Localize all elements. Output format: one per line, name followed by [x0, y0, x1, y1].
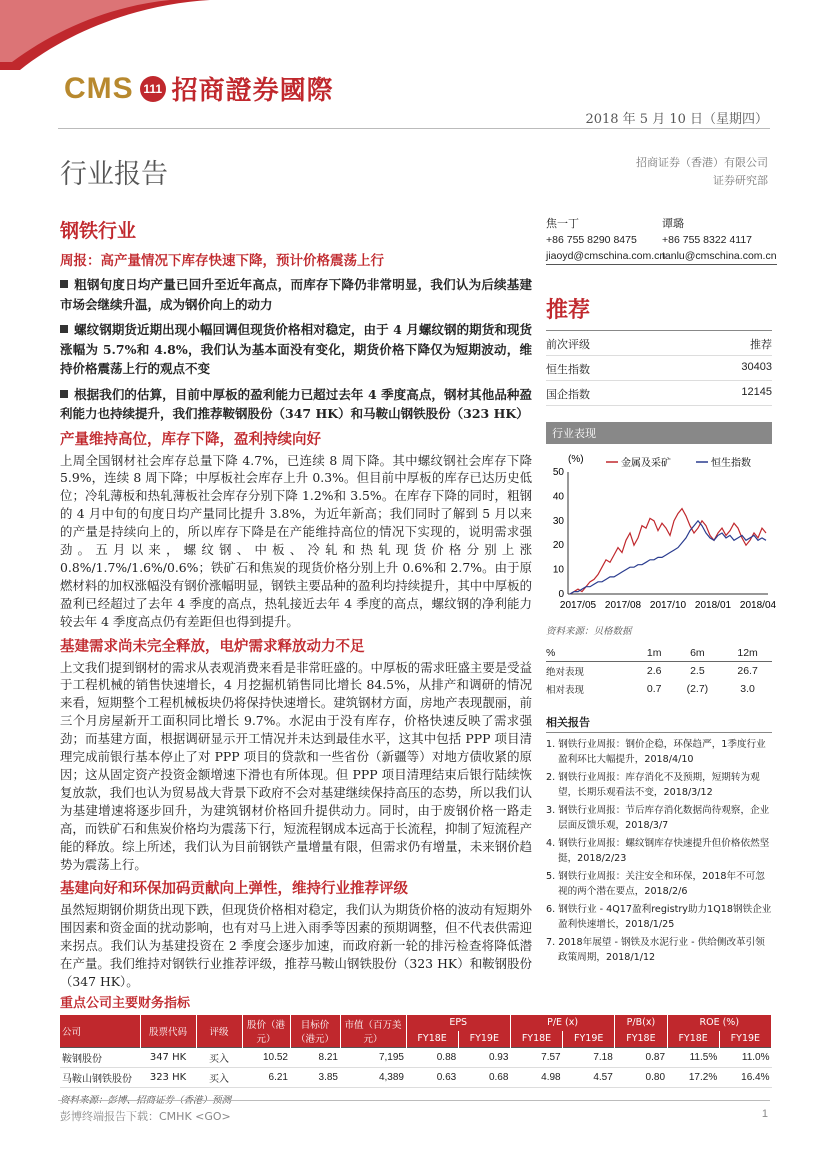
fin-subheader: FY18E: [406, 1031, 458, 1048]
fin-subheader: FY19E: [719, 1031, 771, 1048]
analyst-email-link[interactable]: tanlu@cmschina.com.cn: [662, 248, 777, 265]
corner-decoration: [0, 0, 210, 70]
perf-header: 1m: [637, 645, 672, 662]
analyst-block: [546, 216, 777, 265]
company-dept: 证券研究部: [713, 174, 768, 187]
x-tick-label: 2017/10: [649, 600, 687, 611]
perf-header: 6m: [672, 645, 724, 662]
y-tick-label: 10: [552, 564, 564, 576]
summary-bullet: 螺纹钢期货近期出现小幅回调但现货价格相对稳定，由于 4 月螺纹钢的期货和现货涨幅为 5.7%和 4.8%，我们认为基本面没有变化，期货价格下降仅为短期波动，维持价格震荡上行的观点不变: [60, 322, 532, 376]
analyst: [662, 216, 777, 265]
rating-label: 推荐: [546, 298, 591, 323]
rating-row: 国企指数 12145: [546, 381, 772, 406]
fin-subheader: FY18E: [667, 1031, 719, 1048]
section-heading: 基建向好和环保加码贡献向上弹性，维持行业推荐评级: [60, 880, 408, 898]
logo-badge: 111: [140, 76, 166, 102]
perf-header: 12m: [723, 645, 772, 662]
cms-logo: [64, 70, 334, 107]
rating-row: 恒生指数 30403: [546, 356, 772, 381]
fin-subheader: FY19E: [458, 1031, 510, 1048]
sidebar: [546, 216, 777, 968]
analyst-name: 焦一丁: [546, 217, 579, 230]
financials-table: [60, 1015, 772, 1088]
bullet-square-icon: [60, 325, 68, 333]
company-block: [636, 154, 768, 190]
report-date: 2018 年 5 月 10 日（星期四）: [585, 112, 768, 127]
report-type: 行业报告: [60, 159, 168, 190]
legend-label: 金属及采矿: [621, 458, 671, 469]
footer-divider: [58, 1100, 770, 1101]
related-report-item[interactable]: 5. 钢铁行业周报：关注安全和环保，2018年不可忽视的两个潜在要点，2018/2/6: [546, 871, 765, 897]
analyst-phone: +86 755 8290 8475: [546, 234, 637, 246]
related-report-item[interactable]: 2. 钢铁行业周报：库存消化不及预期，短期转为观望，长期乐观看法不变，2018/3/12: [546, 772, 760, 798]
fin-header: EPS: [406, 1015, 510, 1031]
analyst-email-link[interactable]: jiaoyd@cmschina.com.cn: [546, 248, 665, 265]
fin-subheader: FY18E: [510, 1031, 562, 1048]
y-axis-label: (%): [568, 454, 584, 465]
related-report-item[interactable]: 3. 钢铁行业周报：节后库存消化数据尚待观察，企业层面反馈乐观，2018/3/7: [546, 805, 770, 831]
industry-perf-title: 行业表现: [546, 422, 772, 444]
y-tick-label: 30: [552, 515, 564, 527]
perf-header: %: [546, 645, 637, 662]
y-tick-label: 50: [552, 467, 564, 478]
logo-cms-text: CMS: [64, 71, 134, 105]
table-row: 相对表现 0.7 (2.7) 3.0: [546, 683, 755, 696]
company-name: 招商证券（香港）有限公司: [636, 156, 768, 169]
analyst: [546, 216, 666, 265]
summary-bullet: 粗钢旬度日均产量已回升至近年高点，而库存下降仍非常明显，我们认为后续基建市场会继续升温，成为钢价向上的动力: [60, 277, 532, 312]
sector-title: 钢铁行业: [60, 220, 137, 242]
fin-header: ROE (%): [667, 1015, 771, 1031]
legend-label: 恒生指数: [711, 458, 751, 469]
analyst-name: 谭璐: [662, 217, 684, 230]
bullet-square-icon: [60, 390, 68, 398]
section-body: 虽然短期钢价期货出现下跌，但现货价格相对稳定，我们认为期货价格的波动有短期外围因素和资金面的扰动影响，也有对马上进入雨季等因素的预期调整，但不代表供需迎来拐点。我们认为基建投资在 2 季度会逐步加速，而政府新一轮的排污检查将降低潜在产量。我们维持对钢铁行业推荐评级，推荐马鞍山钢铁股份（323 HK）和鞍钢股份（347 HK）。: [60, 902, 532, 990]
table-row: 绝对表现 2.6 2.5 26.7: [546, 665, 758, 678]
performance-chart: [546, 448, 777, 616]
fin-header: 目标价（港元）: [290, 1015, 340, 1048]
financials-source: 资料来源：彭博、招商证券（香港）预测: [60, 1095, 232, 1106]
summary-bullet: 根据我们的估算，目前中厚板的盈利能力已超过去年 4 季度高点，钢材其他品种盈利能力也持续提升，我们推荐鞍钢股份（347 HK）和马鞍山钢铁股份（323 HK）: [60, 386, 532, 421]
fin-header: 评级: [196, 1015, 242, 1048]
fin-header: 公司: [60, 1015, 140, 1048]
section-heading: 产量维持高位，库存下降，盈利持续向好: [60, 430, 321, 448]
header-divider: [58, 128, 770, 129]
fin-header: P/B(x): [615, 1015, 667, 1031]
report-subtitle: 周报：高产量情况下库存快速下降，预计价格震荡上行: [60, 253, 384, 269]
analyst-phone: +86 755 8322 4117: [662, 234, 753, 246]
section-body: 上文我们提到钢材的需求从表观消费来看是非常旺盛的。中厚板的需求旺盛主要是受益于工程机械的销售快速增长，4 月挖掘机销售同比增长 84.5%，从排产和调研的情况来看，短期整个工程机械板块仍将保持快速增长。建筑钢材方面，房地产表现靓丽，前三个月房屋新开工面积同比增长 9.7%。水泥由于没有库存，价格快速反映了需求强劲；而基建方面，根据调研显示开工情况并未达到最佳水平，这其中包括 PPP 项目清理完成前银行基本停止了对 PPP 项目的贷款和一些省份（新疆等）对地方债收紧的原因；这从固定资产投资金额增速下滑也有所体现。但 PPP 项目清理结束后银行陆续恢复放款，我们也认为贸易战大背景下政府不会对基建继续保持高压的态势，所以我们认为基建增速将逐步回升，为建筑钢材价格回升提供动力。同时，由于废钢价格一路走高，而铁矿石和焦炭价格均为震荡下行，短流程钢成本远高于长流程，抑制了短流程产能的释放。综上所述，我们认为目前钢铁产量增量有限，但需求仍有增量，未来钢价趋势为震荡上行。: [60, 659, 532, 872]
financials-block: [60, 992, 772, 1106]
related-report-item[interactable]: 7. 2018年展望 - 钢铁及水泥行业 - 供给侧改革引领政策周期，2018/1/12: [546, 937, 765, 963]
y-tick-label: 40: [552, 491, 564, 503]
bullet-square-icon: [60, 280, 68, 288]
fin-header: P/E (x): [510, 1015, 614, 1031]
chart-source: 资料来源：贝格数据: [546, 626, 632, 637]
related-report-item[interactable]: 4. 钢铁行业周报：螺纹钢库存快速提升但价格依然坚挺，2018/2/23: [546, 838, 770, 864]
related-report-item[interactable]: 1. 钢铁行业周报：钢价企稳，环保趋严，1季度行业盈利环比大幅提升，2018/4/10: [546, 739, 766, 765]
logo-cn-text: 招商證券國際: [171, 76, 334, 106]
table-row: 马鞍山钢铁股份 323 HK 买入 6.21 3.85 4,389 0.63 0.68 4.98 4.57 0.80 17.2% 16.4%: [60, 1068, 772, 1088]
y-tick-label: 20: [552, 540, 564, 552]
x-tick-label: 2018/01: [694, 600, 732, 611]
section-body: 上周全国钢材社会库存总量下降 4.7%，已连续 8 周下降。其中螺纹钢社会库存下降 5.9%，连续 8 周下降；中厚板社会库存上升 0.3%。但目前中厚板的库存已达历史低位；冷轧薄板和热轧薄板社会库存分别下降 1.2%和 3.5%。在库存下降的同时，粗钢的 4 月中旬的旬度日均产量同比提升 3.8%，为近年新高；我们同时了解到 5 月以来的产量是持续向上的，所以库存下降是在产能维持高位的情况下实现的，说明需求强劲。五月以来，螺纹钢、中板、冷轧和热轧现货价格分别上涨 0.8%/1.7%/1.6%/0.6%；铁矿石和焦炭的现货价格分别上升 0.6%和 2.7%。由于原燃材料的加权涨幅没有钢价涨幅明显，钢铁主要品种的盈利均持续提升，其中中厚板的盈利已经超过了去年 4 季度的高点，热轧接近去年 4 季度的高点，螺纹钢的净利能力较去年 4 季度高点仍有差距但也得到提升。: [60, 452, 532, 629]
table-row: 鞍钢股份 347 HK 买入 10.52 8.21 7,195 0.88 0.93 7.57 7.18 0.87 11.5% 11.0%: [60, 1048, 772, 1068]
y-tick-label: 0: [558, 589, 564, 600]
fin-header: 股价（港元）: [242, 1015, 290, 1048]
related-reports-list: [546, 737, 772, 965]
main-column: [60, 216, 532, 991]
x-tick-label: 2018/04: [739, 600, 777, 611]
financials-title: 重点公司主要财务指标: [60, 996, 191, 1011]
fin-header: 市值（百万美元）: [340, 1015, 406, 1048]
rating-row: 前次评级 推荐: [546, 331, 772, 356]
footer-text: 彭博终端报告下载：CMHK <GO>: [60, 1110, 231, 1123]
series-line-1: [570, 509, 766, 594]
x-tick-label: 2017/05: [559, 600, 597, 611]
performance-table: [546, 645, 772, 698]
fin-subheader: FY18E: [615, 1031, 667, 1048]
x-tick-label: 2017/08: [604, 600, 642, 611]
page-number: 1: [761, 1108, 768, 1120]
fin-subheader: FY19E: [563, 1031, 615, 1048]
related-report-item[interactable]: 6. 钢铁行业 - 4Q17盈利registry助力1Q18钢铁企业盈利快速增长，2018/1/25: [546, 904, 772, 930]
section-heading: 基建需求尚未完全释放，电炉需求释放动力不足: [60, 637, 365, 655]
related-reports-title: 相关报告: [546, 714, 772, 733]
fin-header: 股票代码: [140, 1015, 196, 1048]
